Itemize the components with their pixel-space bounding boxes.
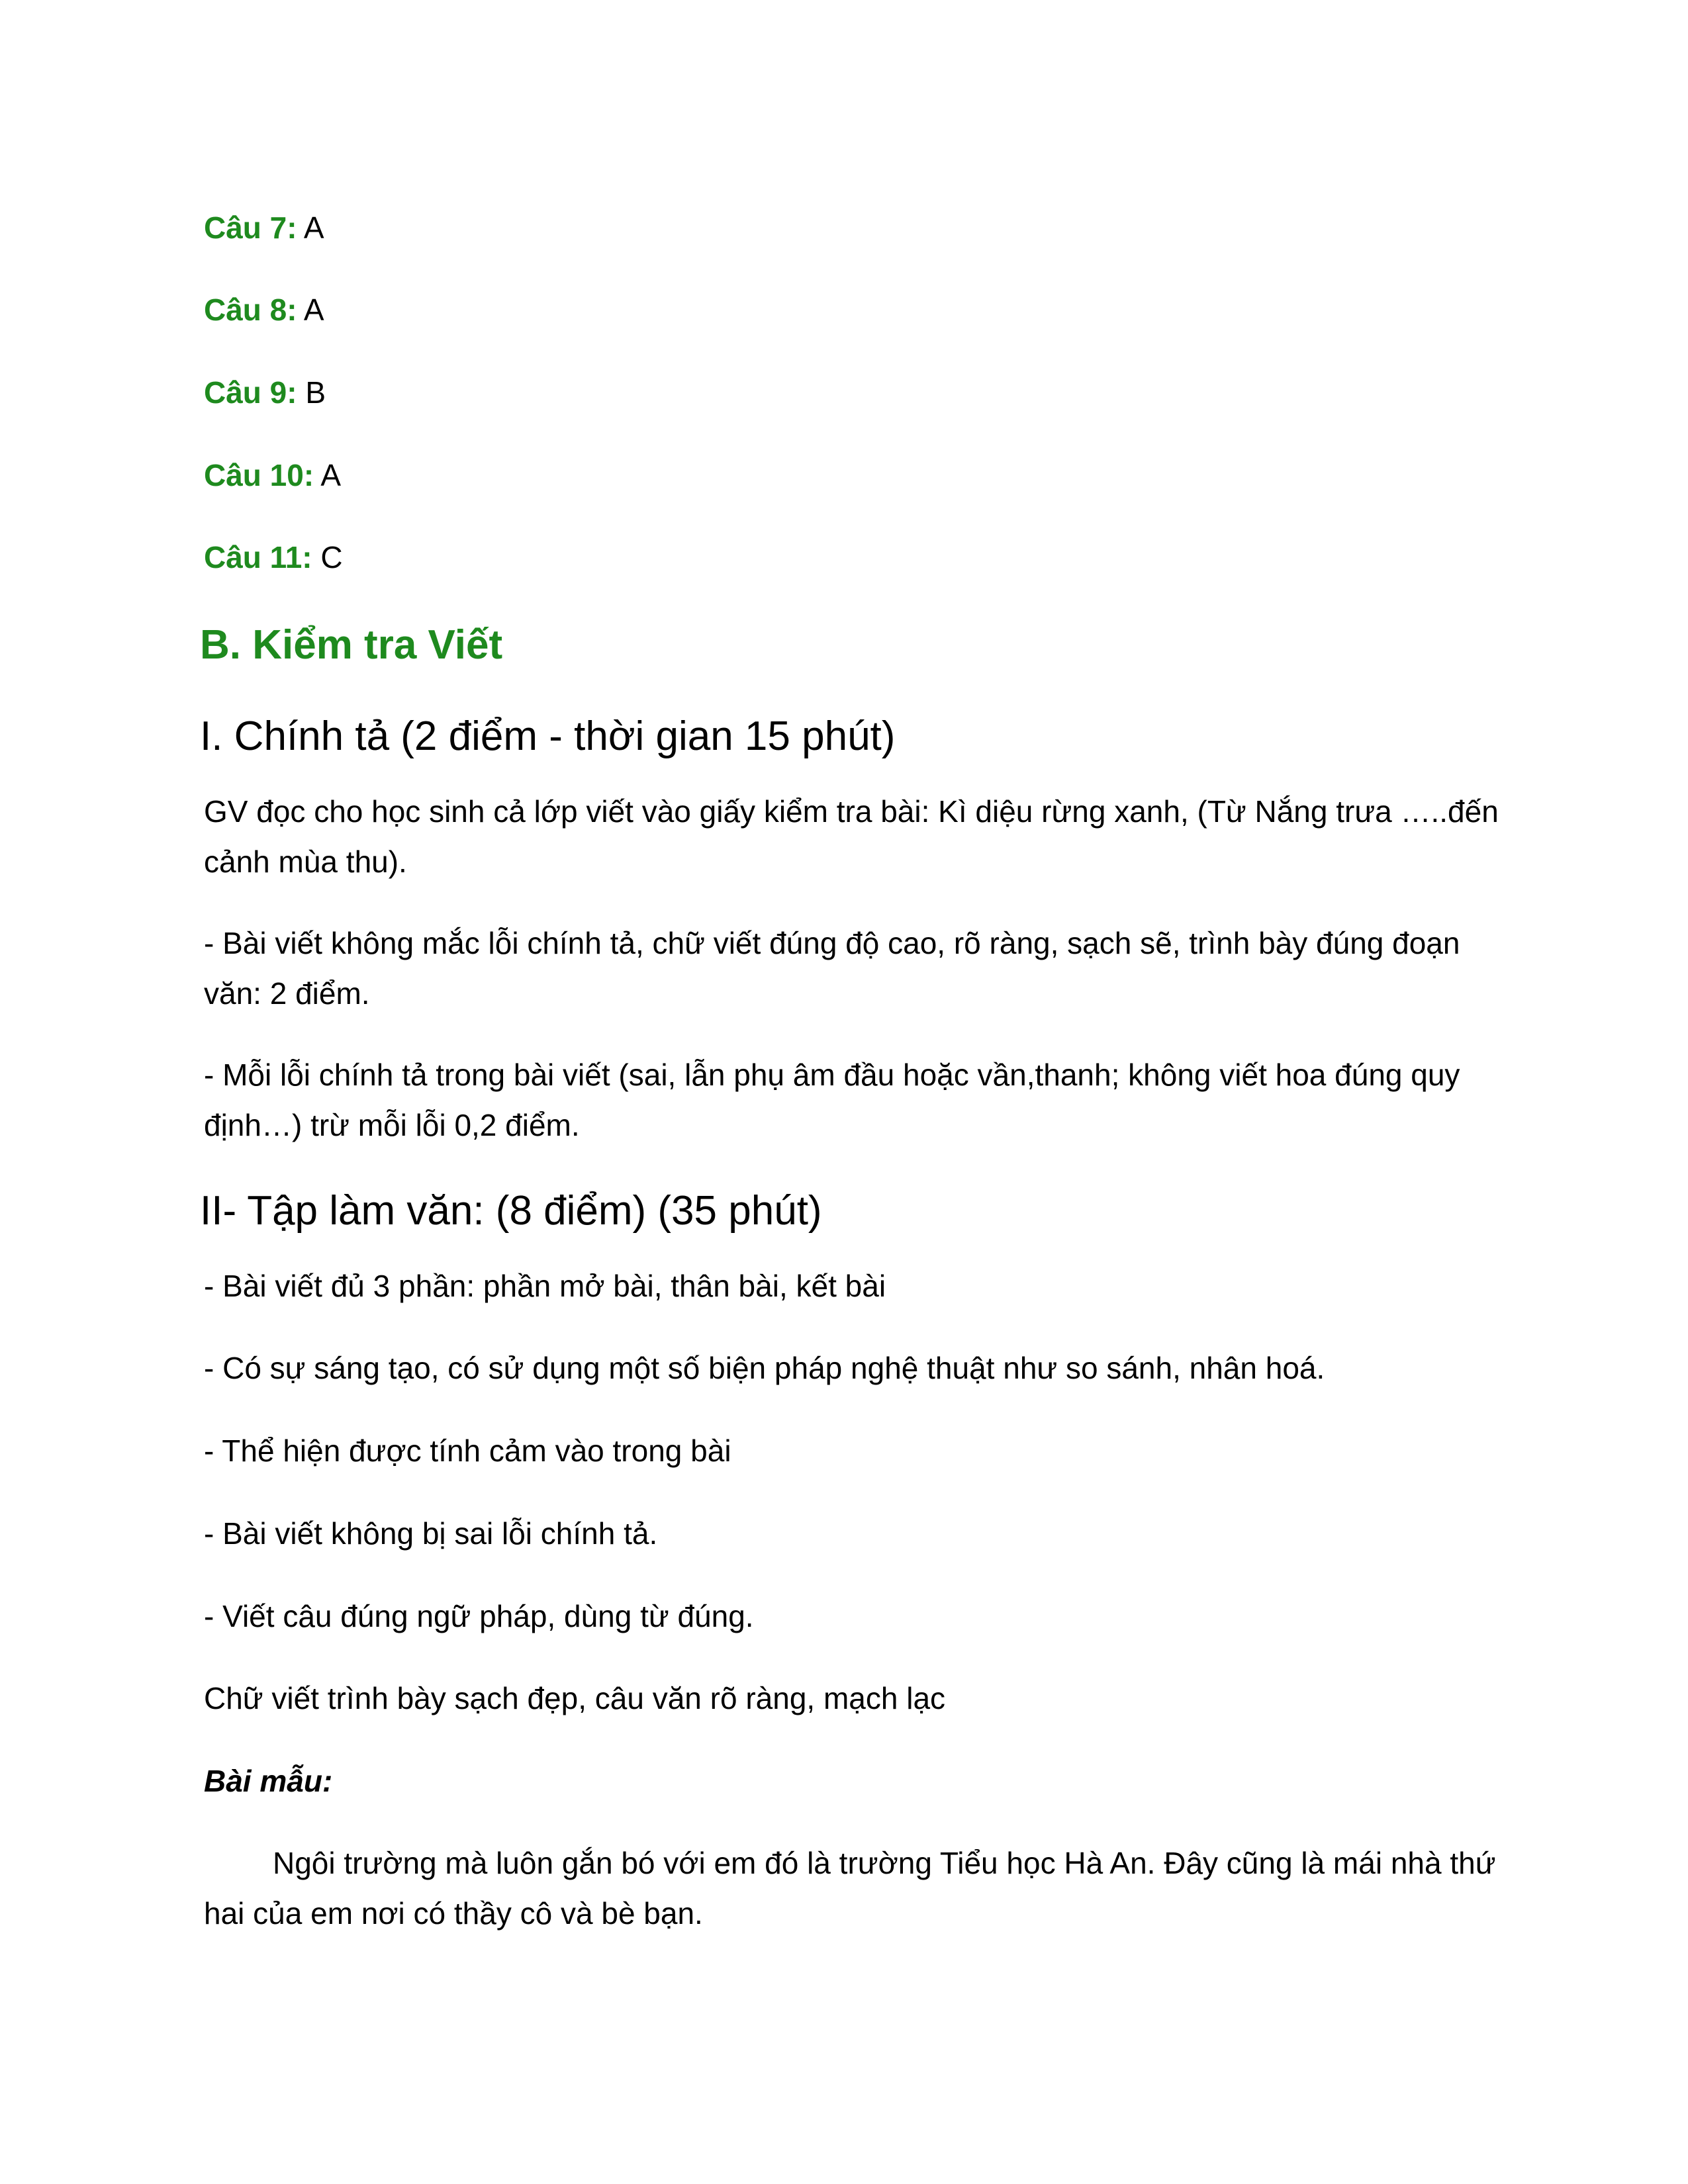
answer-label: Câu 8:: [204, 293, 297, 327]
part-1-criterion: - Mỗi lỗi chính tả trong bài viết (sai, lẫn phụ âm đầu hoặc vần,thanh; không viết hoa đúng quy định…) trừ mỗi lỗi 0,2 điểm.: [204, 1058, 1460, 1142]
answer-item: [204, 450, 1501, 500]
answer-item: [204, 203, 1501, 253]
part-2-criterion: - Bài viết đủ 3 phần: phần mở bài, thân bài, kết bài: [204, 1269, 886, 1303]
answer-value: A: [303, 293, 324, 327]
sample-label: Bài mẫu:: [204, 1764, 333, 1798]
answer-value: A: [320, 458, 342, 492]
sample-paragraph: Ngôi trường mà luôn gắn bó với em đó là trường Tiểu học Hà An. Đây cũng là mái nhà thứ hai của em nơi có thầy cô và bè bạn.: [204, 1846, 1496, 1931]
part-2-heading: II- Tập làm văn: (8 điểm) (35 phút): [200, 1188, 822, 1234]
part-2-criterion: - Có sự sáng tạo, có sử dụng một số biện pháp nghệ thuật như so sánh, nhân hoá.: [204, 1351, 1325, 1385]
answer-label: Câu 10:: [204, 458, 314, 492]
answer-item: [204, 367, 1501, 418]
answer-value: B: [305, 375, 326, 410]
answer-item: [204, 532, 1501, 582]
answer-label: Câu 9:: [204, 375, 297, 410]
part-1-criterion: - Bài viết không mắc lỗi chính tả, chữ viết đúng độ cao, rõ ràng, sạch sẽ, trình bày đúng đoạn văn: 2 điểm.: [204, 926, 1460, 1011]
part-2-criterion: - Bài viết không bị sai lỗi chính tả.: [204, 1516, 658, 1551]
part-1-heading: I. Chính tả (2 điểm - thời gian 15 phút): [200, 713, 896, 759]
answer-label: Câu 7:: [204, 210, 297, 245]
answer-value: A: [303, 210, 324, 245]
answer-item: [204, 285, 1501, 335]
answer-value: C: [320, 540, 343, 574]
part-2-note: Chữ viết trình bày sạch đẹp, câu văn rõ ràng, mạch lạc: [204, 1681, 946, 1715]
part-2-criterion: - Thể hiện được tính cảm vào trong bài: [204, 1433, 731, 1468]
part-2-criterion: - Viết câu đúng ngữ pháp, dùng từ đúng.: [204, 1599, 754, 1633]
section-b-title: B. Kiểm tra Viết: [200, 622, 503, 668]
answer-label: Câu 11:: [204, 540, 312, 574]
part-1-intro: GV đọc cho học sinh cả lớp viết vào giấy kiểm tra bài: Kì diệu rừng xanh, (Từ Nắng trưa …..đến cảnh mùa thu).: [204, 794, 1499, 879]
